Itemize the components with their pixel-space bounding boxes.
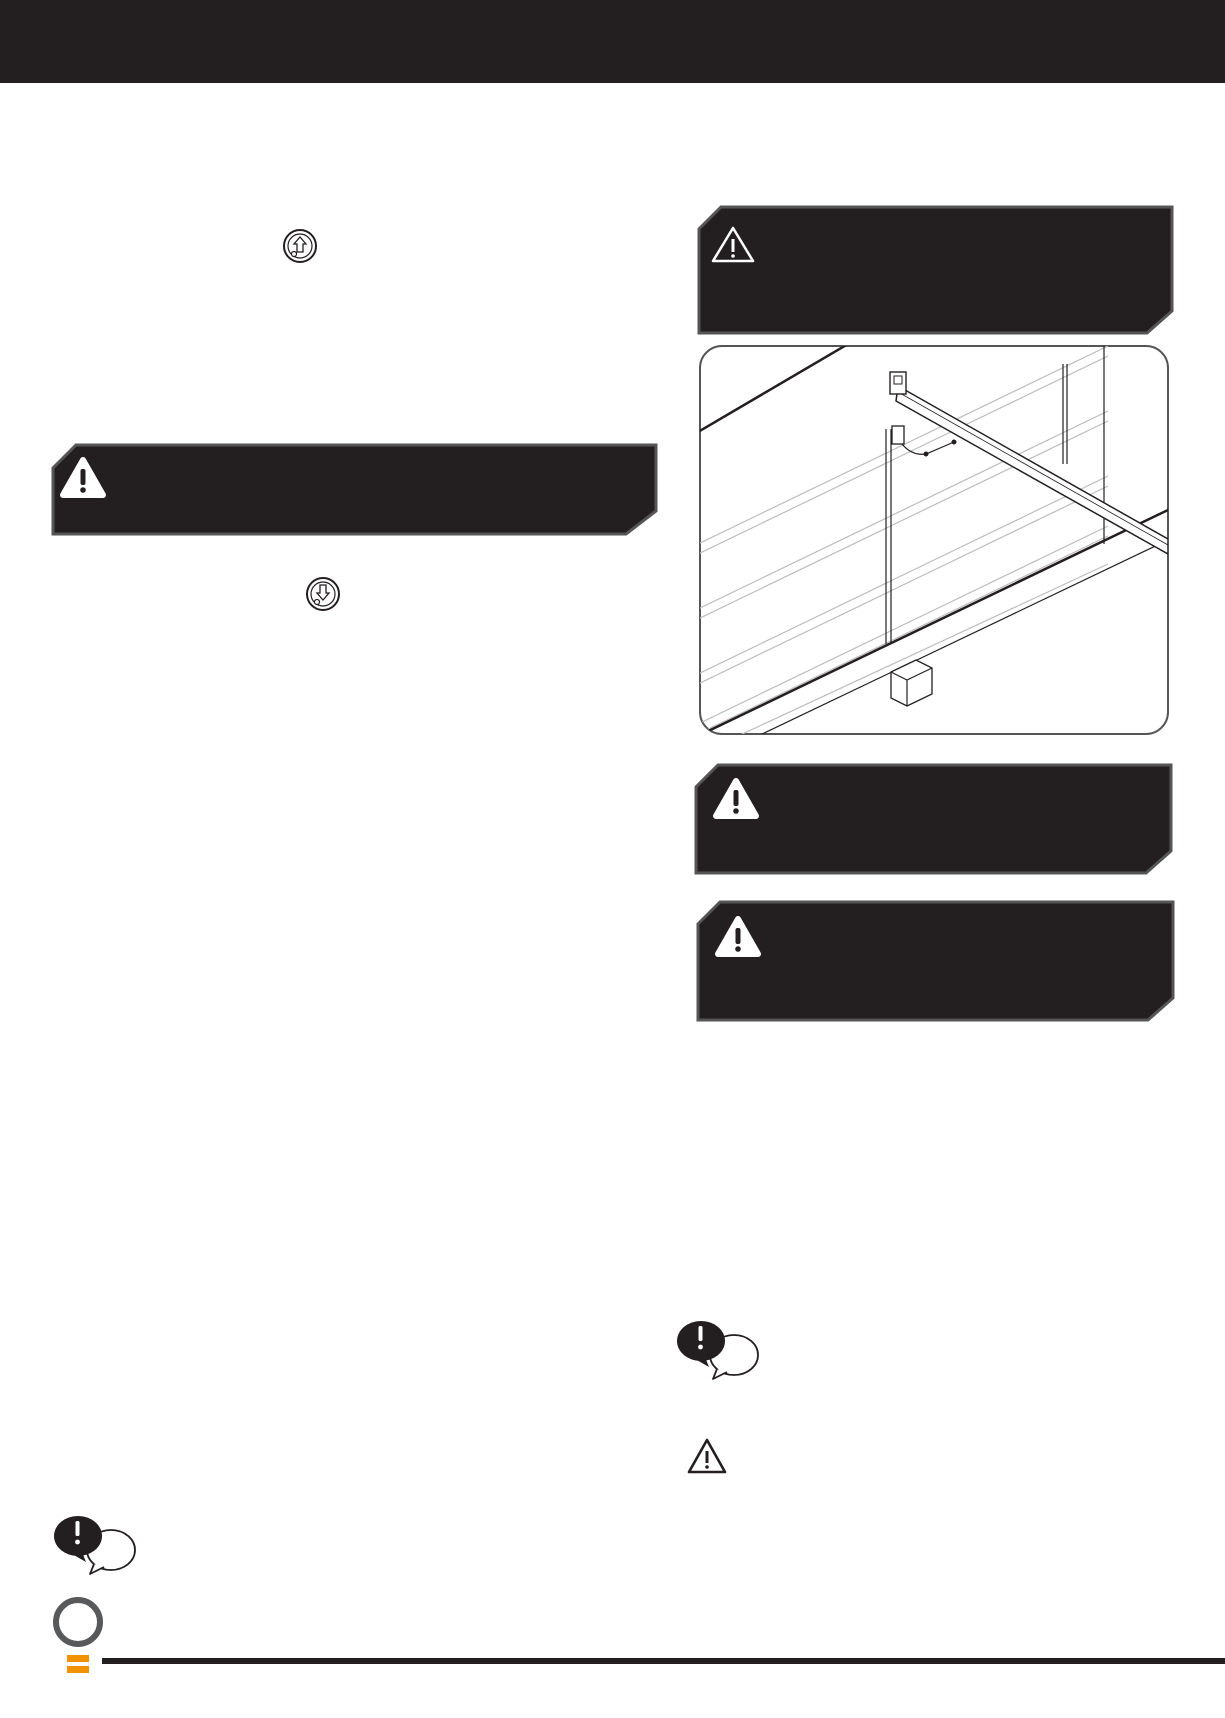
footer-rule: [102, 1658, 1225, 1664]
up-arrow-button-icon: [282, 228, 318, 264]
warning-box: [696, 900, 1175, 1022]
page-number-circle-icon: [52, 1596, 104, 1648]
footer-accent-bar: [67, 1666, 89, 1673]
warning-box: [694, 763, 1173, 875]
warning-box: [697, 205, 1174, 335]
down-arrow-button-icon: [305, 576, 341, 612]
garage-door-opener-rail-illustration: [698, 344, 1170, 736]
header-bar: [0, 0, 1225, 83]
warning-box: [51, 443, 658, 536]
note-speech-bubble-icon: [675, 1317, 767, 1383]
note-speech-bubble-icon: [52, 1512, 144, 1578]
footer-accent-bar: [67, 1655, 89, 1662]
caution-outline-triangle-icon: [685, 1436, 729, 1476]
